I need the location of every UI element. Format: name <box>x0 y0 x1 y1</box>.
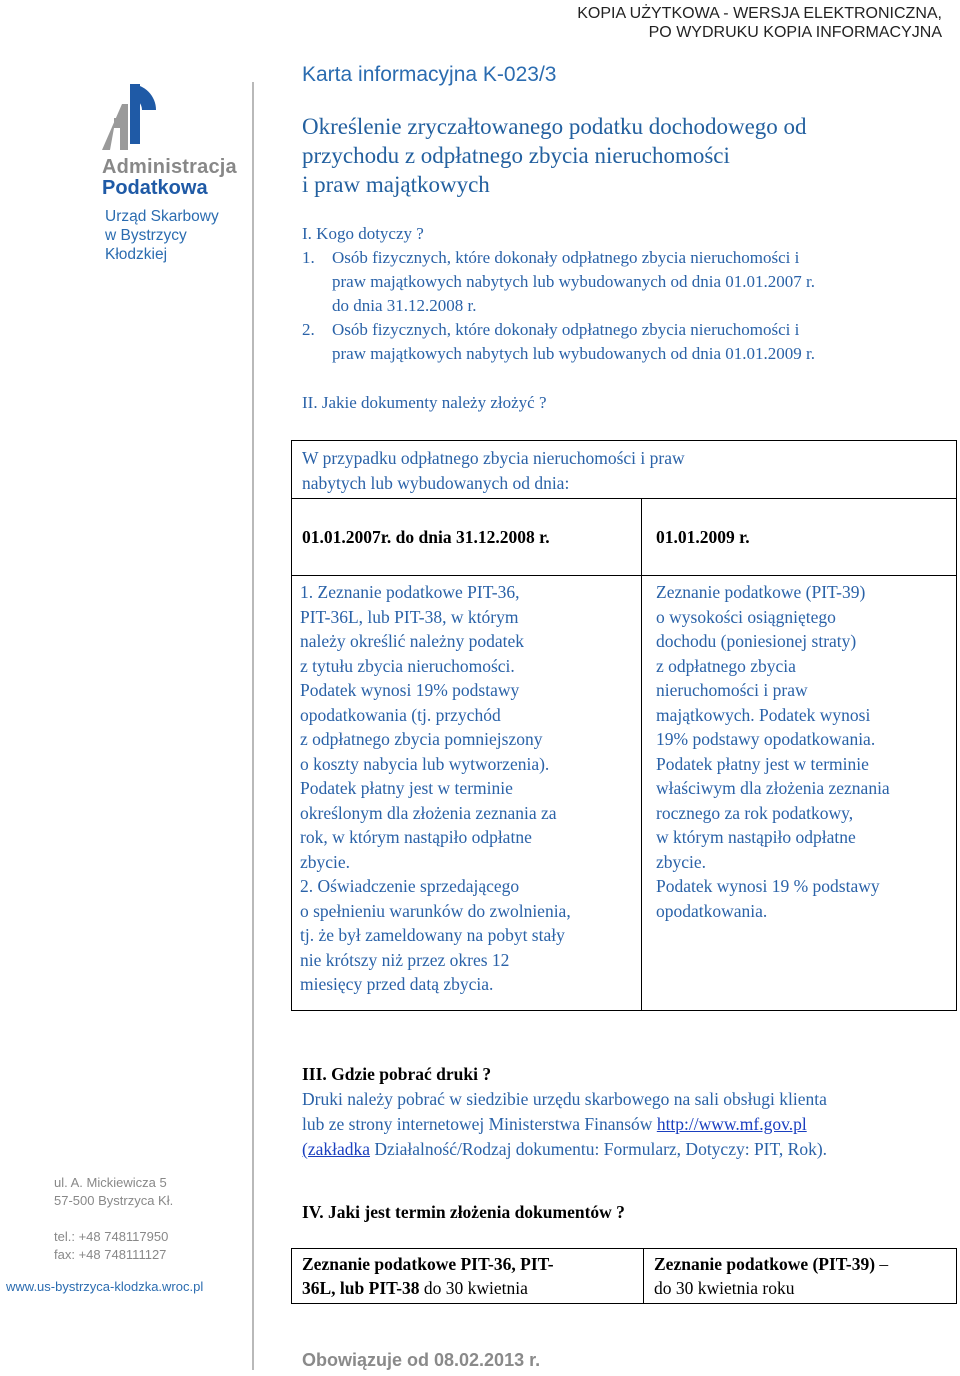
doc-left-num2: 2. <box>300 876 314 896</box>
tab-link[interactable]: (zakładka <box>302 1139 371 1159</box>
section-deadline-heading: IV. Jaki jest termin złożenia dokumentów ? <box>302 1202 625 1222</box>
date-range-left: 01.01.2007r. do dnia 31.12.2008 r. <box>292 499 642 576</box>
list-item-line: do dnia 31.12.2008 r. <box>332 296 477 315</box>
document-title <box>302 112 807 199</box>
doc-left-title2: Oświadczenie sprzedającego <box>317 876 520 896</box>
office-line1: Urząd Skarbowy <box>105 208 219 225</box>
section-documents-heading: II. Jakie dokumenty należy złożyć ? <box>302 393 547 412</box>
deadline-right-cell <box>644 1249 957 1304</box>
doc-left-title1a: Zeznanie podatkowe PIT-36, <box>317 582 520 602</box>
document-title-line2: przychodu z odpłatnego zbycia nieruchomości <box>302 143 730 168</box>
logo-word-podatkowa: Podatkowa <box>102 177 208 199</box>
doc-left-line: tj. że był zameldowany na pobyt stały <box>300 925 565 945</box>
doc-left-line: nie krótszy niż przez okres 12 <box>300 949 510 970</box>
deadline-left-form-a: Zeznanie podatkowe PIT-36, PIT- <box>302 1254 554 1274</box>
deadline-left-form-b: 36L, lub PIT-38 <box>302 1278 420 1298</box>
doc-left-line: Podatek płatny jest w terminie <box>300 778 513 798</box>
list-item <box>302 246 952 318</box>
doc-right-line: dochodu (poniesionej straty) <box>656 631 857 651</box>
address-city: 57-500 Bystrzyca Kł. <box>54 1193 174 1208</box>
deadline-table <box>291 1248 957 1304</box>
address-street: ul. A. Mickiewicza 5 <box>54 1175 167 1190</box>
doc-left-line: o spełnieniu warunków do zwolnienia, <box>300 900 571 921</box>
office-line2: w Bystrzycy <box>105 227 187 244</box>
doc-right-line: rocznego za rok podatkowy, <box>656 802 854 823</box>
valid-from-footer: Obowiązuje od 08.02.2013 r. <box>302 1350 541 1370</box>
doc-right-line: z odpłatnego zbycia <box>656 655 796 676</box>
doc-left-line: określonym dla złożenia zeznania za <box>300 802 557 823</box>
office-website-link[interactable]: www.us-bystrzyca-klodzka.wroc.pl <box>6 1279 204 1294</box>
list-item-line: praw majątkowych nabytych lub wybudowanych od dnia 01.01.2009 r. <box>332 344 815 363</box>
address-tel: tel.: +48 748117950 <box>54 1229 169 1244</box>
logo-word-administracja: Administracja <box>102 156 237 178</box>
document-title-line3: i praw majątkowych <box>302 172 490 197</box>
section-where <box>302 1062 952 1162</box>
address-fax: fax: +48 748111127 <box>54 1247 167 1262</box>
section-where-line2: lub ze strony internetowej Ministerstwa Finansów <box>302 1114 653 1134</box>
doc-right-line: zbycie. <box>656 851 707 872</box>
card-title: Karta informacyjna K-023/3 <box>302 63 557 86</box>
doc-left-line: miesięcy przed datą zbycia. <box>300 974 494 994</box>
copy-notice <box>577 4 942 42</box>
deadline-right-date: do 30 kwietnia roku <box>654 1278 795 1298</box>
section-who-heading: I. Kogo dotyczy ? <box>302 224 424 243</box>
deadline-right-form: Zeznanie podatkowe (PIT-39) <box>654 1254 876 1274</box>
doc-right-line: majątkowych. Podatek wynosi <box>656 704 871 725</box>
section-where-heading: III. Gdzie pobrać druki ? <box>302 1064 492 1084</box>
office-address <box>6 1174 204 1296</box>
doc-right-line: opodatkowania. <box>656 900 768 921</box>
doc-right-line: w którym nastąpiło odpłatne <box>656 827 856 847</box>
doc-left-line: z odpłatnego zbycia pomniejszony <box>300 729 543 749</box>
list-item-number: 1. <box>302 248 315 267</box>
deadline-left-date: do 30 kwietnia <box>423 1278 528 1298</box>
section-where-line3: Działalność/Rodzaj dokumentu: Formularz, Dotyczy: PIT, Rok). <box>374 1139 828 1159</box>
doc-right-line: Podatek wynosi 19 % podstawy <box>656 876 880 896</box>
documents-table-header-line1: W przypadku odpłatnego zbycia nieruchomości i praw <box>302 448 685 468</box>
list-item-number: 2. <box>302 320 315 339</box>
doc-left-line: z tytułu zbycia nieruchomości. <box>300 655 515 676</box>
doc-left-line: opodatkowania (tj. przychód <box>300 704 501 725</box>
list-item-line: Osób fizycznych, które dokonały odpłatnego zbycia nieruchomości i <box>332 248 800 267</box>
document-title-line1: Określenie zryczałtowanego podatku dochodowego od <box>302 114 807 139</box>
documents-left-cell <box>292 576 642 1011</box>
doc-left-num1: 1. <box>300 582 314 602</box>
office-line3: Kłodzkiej <box>105 246 168 263</box>
mf-website-link[interactable]: http://www.mf.gov.pl <box>656 1114 807 1134</box>
deadline-right-dash: – <box>879 1254 889 1274</box>
doc-right-line: Podatek płatny jest w terminie <box>656 753 869 774</box>
doc-left-line: o koszty nabycia lub wytworzenia). <box>300 753 550 774</box>
section-who <box>302 222 952 366</box>
date-range-right: 01.01.2009 r. <box>642 499 957 576</box>
office-name <box>105 207 219 264</box>
documents-table-header-line2: nabytych lub wybudowanych od dnia: <box>302 472 570 493</box>
doc-left-title1b: PIT-36L, lub PIT-38, <box>300 606 447 627</box>
doc-right-line: właściwym dla złożenia zeznania <box>656 778 890 798</box>
doc-right-title: Zeznanie podatkowe (PIT-39) <box>656 582 866 602</box>
documents-table-header <box>292 441 957 499</box>
vertical-divider <box>252 82 254 1370</box>
copy-notice-line1: KOPIA UŻYTKOWA - WERSJA ELEKTRONICZNA, <box>577 5 942 22</box>
doc-left-line: należy określić należny podatek <box>300 631 524 651</box>
section-where-line1: Druki należy pobrać w siedzibie urzędu skarbowego na sali obsługi klienta <box>302 1089 827 1109</box>
doc-left-line: zbycie. <box>300 851 351 872</box>
administracja-podatkowa-logo-icon <box>100 82 160 152</box>
list-item-line: praw majątkowych nabytych lub wybudowanych od dnia 01.01.2007 r. <box>332 272 815 291</box>
list-item-line: Osób fizycznych, które dokonały odpłatnego zbycia nieruchomości i <box>332 320 800 339</box>
list-item <box>302 318 952 366</box>
doc-left-line: rok, w którym nastąpiło odpłatne <box>300 827 532 847</box>
doc-left-line: Podatek wynosi 19% podstawy <box>300 680 520 700</box>
doc-right-line: 19% podstawy opodatkowania. <box>656 729 876 749</box>
documents-right-cell <box>642 576 957 1011</box>
doc-right-line: nieruchomości i praw <box>656 680 808 700</box>
doc-right-line: o wysokości osiągniętego <box>656 606 836 627</box>
deadline-left-cell <box>292 1249 644 1304</box>
documents-table <box>291 440 957 1011</box>
doc-left-text1a: w którym <box>450 606 519 627</box>
copy-notice-line2: PO WYDRUKU KOPIA INFORMACYJNA <box>648 24 942 41</box>
